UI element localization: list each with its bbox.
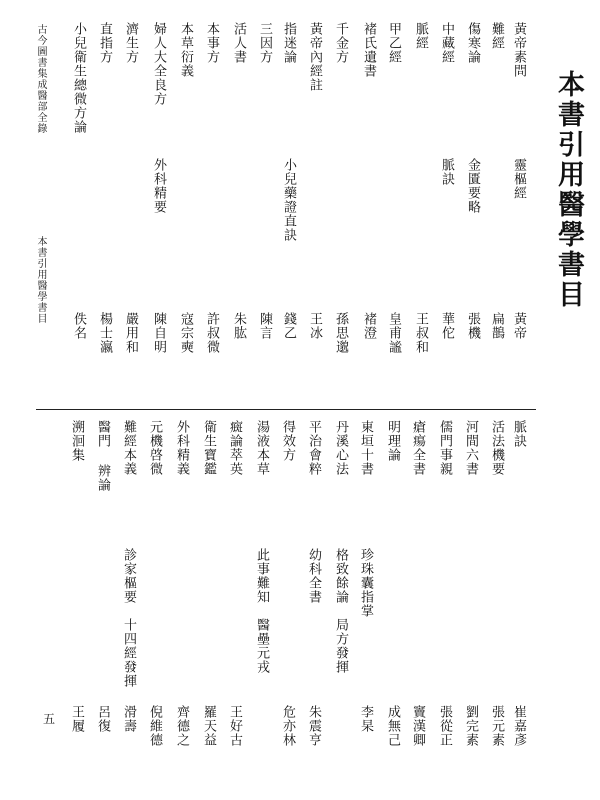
lower-book-title: 外科精義 (174, 420, 189, 476)
upper-book-title: 本草衍義 (178, 22, 193, 78)
lower-book-subtitle: 格致餘論 局方發揮 (333, 548, 348, 674)
section-divider (36, 409, 536, 410)
upper-book-subtitle: 小兒藥證直訣 (281, 158, 296, 242)
upper-author: 張機 (465, 312, 480, 340)
upper-author: 許叔微 (204, 312, 219, 354)
upper-book-title: 褚氏遺書 (361, 22, 376, 78)
upper-book-title: 指迷論 (281, 22, 296, 64)
lower-author: 朱震亨 (306, 705, 321, 747)
upper-book-title: 千金方 (333, 22, 348, 64)
upper-author: 楊士瀛 (97, 312, 112, 354)
lower-author: 呂復 (95, 705, 110, 733)
upper-book-title: 黃帝內經註 (307, 22, 322, 92)
lower-author: 張元素 (489, 705, 504, 747)
lower-book-title: 瘡瘍全書 (410, 420, 425, 476)
upper-author: 華佗 (439, 312, 454, 340)
lower-book-subtitle: 診家樞要 十四經發揮 (121, 548, 136, 688)
upper-book-title: 黃帝素問 (511, 22, 526, 78)
lower-book-title: 醫門 辨論 (95, 420, 110, 492)
lower-book-title: 湯液本草 (254, 420, 269, 476)
upper-author: 王冰 (307, 312, 322, 340)
lower-book-title: 平治會粹 (306, 420, 321, 476)
lower-book-title: 難經本義 (121, 420, 136, 476)
upper-author: 陳自明 (151, 312, 166, 354)
lower-author: 李杲 (358, 705, 373, 733)
upper-book-subtitle: 脈訣 (439, 158, 454, 186)
upper-author: 寇宗奭 (178, 312, 193, 354)
footer-section-name: 本書引用醫學書目 (35, 236, 46, 324)
upper-book-title: 直指方 (97, 22, 112, 64)
lower-author: 劉完素 (463, 705, 478, 747)
upper-book-title: 婦人大全良方 (151, 22, 166, 106)
lower-book-title: 衛生寶鑑 (201, 420, 216, 476)
lower-author: 羅天益 (201, 705, 216, 747)
lower-author: 危亦林 (280, 705, 295, 747)
upper-author: 朱肱 (231, 312, 246, 340)
lower-book-title: 東垣十書 (358, 420, 373, 476)
upper-author: 錢乙 (281, 312, 296, 340)
upper-author: 褚澄 (361, 312, 376, 340)
lower-book-subtitle: 此事難知 醫壘元戎 (254, 548, 269, 674)
lower-author: 滑壽 (121, 705, 136, 733)
upper-author: 皇甫謐 (386, 312, 401, 354)
upper-book-title: 難經 (489, 22, 504, 50)
lower-book-title: 丹溪心法 (333, 420, 348, 476)
upper-author: 陳言 (257, 312, 272, 340)
lower-author: 成無己 (385, 705, 400, 747)
lower-book-title: 脈訣 (511, 420, 526, 448)
upper-book-title: 本事方 (204, 22, 219, 64)
footer-book-name: 古今圖書集成醫部全錄 (35, 24, 46, 134)
upper-author: 王叔和 (413, 312, 428, 354)
lower-book-title: 明理論 (385, 420, 400, 462)
lower-book-title: 溯洄集 (69, 420, 84, 462)
upper-book-title: 甲乙經 (386, 22, 401, 64)
upper-book-subtitle: 靈樞經 (511, 158, 526, 200)
lower-author: 竇漢卿 (410, 705, 425, 747)
page-number: 五 (43, 712, 56, 726)
lower-author: 倪維德 (147, 705, 162, 747)
lower-book-title: 得效方 (280, 420, 295, 462)
upper-author: 孫思邈 (333, 312, 348, 354)
lower-book-subtitle: 幼科全書 (306, 548, 321, 604)
lower-book-title: 活法機要 (489, 420, 504, 476)
lower-book-subtitle: 珍珠囊指掌 (358, 548, 373, 618)
upper-author: 嚴用和 (123, 312, 138, 354)
lower-book-title: 儒門事親 (437, 420, 452, 476)
upper-author: 扁鵲 (489, 312, 504, 340)
page-title: 本書引用醫學書目 (553, 70, 584, 310)
upper-book-subtitle: 金匱要略 (465, 158, 480, 214)
upper-book-title: 三因方 (257, 22, 272, 64)
upper-author: 黃帝 (511, 312, 526, 340)
lower-author: 齊德之 (174, 705, 189, 747)
upper-book-title: 脈經 (413, 22, 428, 50)
lower-book-title: 河間六書 (463, 420, 478, 476)
upper-book-title: 小兒衛生總微方論 (71, 22, 86, 134)
lower-author: 張從正 (437, 705, 452, 747)
upper-book-title: 濟生方 (123, 22, 138, 64)
upper-book-title: 中藏經 (439, 22, 454, 64)
upper-book-subtitle: 外科精要 (151, 158, 166, 214)
lower-book-title: 元機啓微 (147, 420, 162, 476)
lower-author: 王履 (69, 705, 84, 733)
upper-book-title: 活人書 (231, 22, 246, 64)
lower-author: 崔嘉彥 (511, 705, 526, 747)
upper-author: 佚名 (71, 312, 86, 340)
lower-book-title: 癍論萃英 (227, 420, 242, 476)
lower-author: 王好古 (227, 705, 242, 747)
upper-book-title: 傷寒論 (465, 22, 480, 64)
